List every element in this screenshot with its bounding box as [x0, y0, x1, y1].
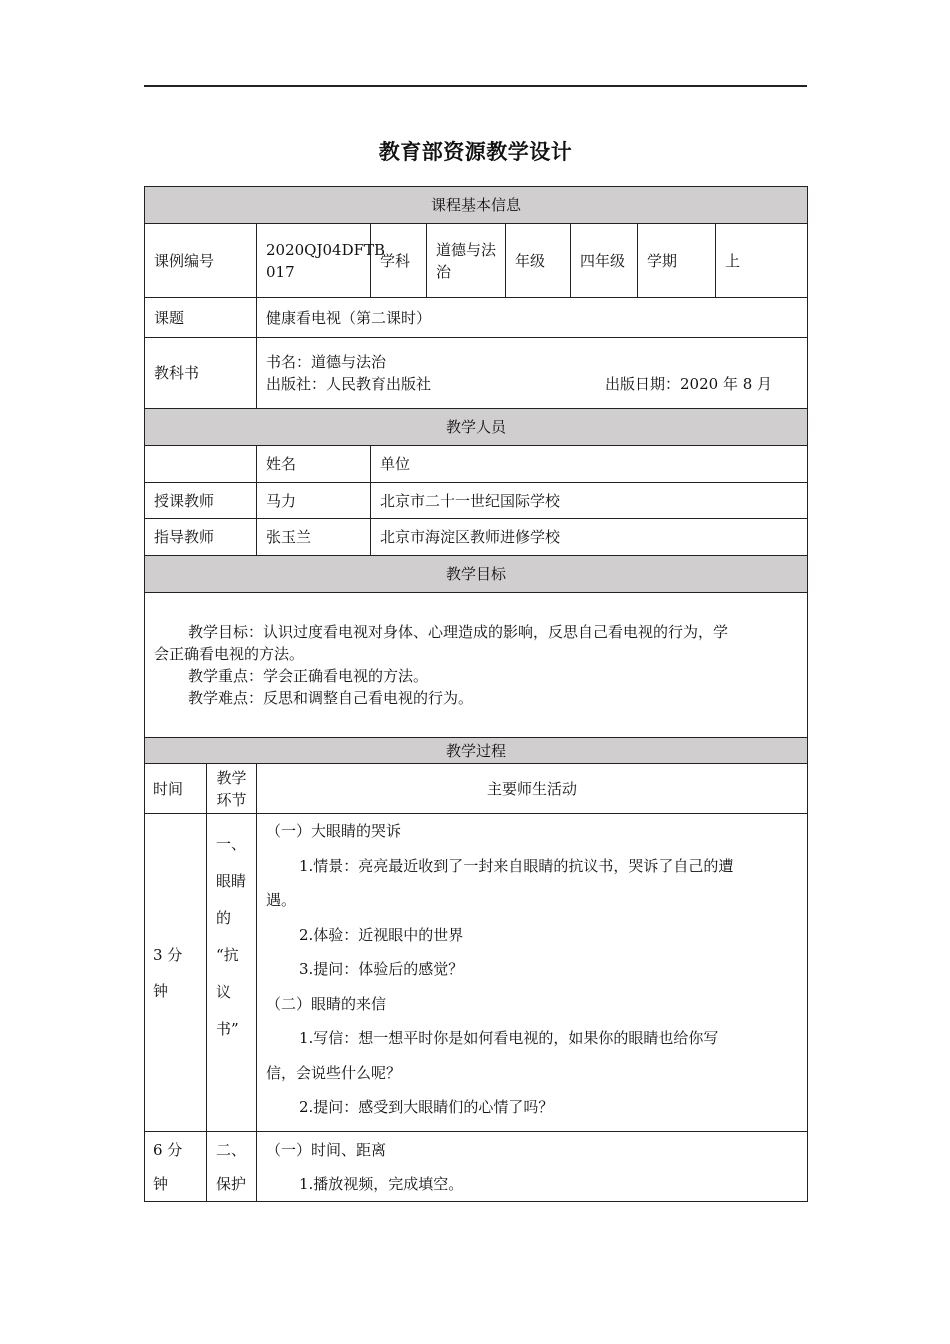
focus-text: 教学重点：学会正确看电视的方法。 — [188, 667, 429, 685]
term-label: 学期 — [638, 224, 716, 298]
activity-line: 1.情景：亮亮最近收到了一封来自眼睛的抗议书，哭诉了自己的遭 — [299, 856, 734, 875]
textbook-label: 教科书 — [145, 338, 257, 409]
sec2-activities — [257, 1132, 808, 1202]
goal-text: 教学目标：认识过度看电视对身体、心理造成的影响，反思自己看电视的行为，学 — [188, 623, 729, 641]
col-stage: 教学 环节 — [216, 768, 247, 809]
col-time: 时间 — [144, 764, 207, 814]
sec1-time: 3 分 钟 — [144, 814, 207, 1132]
col-activity: 主要师生活动 — [257, 764, 808, 814]
activity-line: （二）眼睛的来信 — [266, 994, 387, 1013]
topic-value: 健康看电视（第二课时） — [257, 298, 808, 338]
staff-name: 张玉兰 — [257, 519, 371, 556]
sec1-stage: 一、 眼睛 的 “抗 议 书” — [216, 834, 247, 1038]
lesson-design-table — [144, 186, 808, 1202]
staff-unit: 北京市二十一世纪国际学校 — [371, 483, 808, 519]
publish-date: 出版日期：2020 年 8 月 — [605, 375, 773, 393]
code-label: 课例编号 — [145, 224, 257, 298]
difficulty-text: 教学难点：反思和调整自己看电视的行为。 — [188, 689, 474, 707]
section-header-goals: 教学目标 — [145, 556, 808, 593]
activity-line: 2.提问：感受到大眼睛们的心情了吗？ — [299, 1098, 554, 1116]
activity-line: 遇。 — [266, 891, 297, 909]
staff-empty-cell — [145, 446, 257, 483]
goals-content — [145, 593, 808, 738]
activity-line: （一）大眼睛的哭诉 — [266, 822, 402, 840]
staff-name: 马力 — [257, 483, 371, 519]
staff-role: 指导教师 — [145, 519, 257, 556]
subject-label: 学科 — [371, 224, 427, 298]
activity-line: 3.提问：体验后的感觉？ — [299, 960, 464, 978]
sec2-stage: 二、 保护 — [216, 1140, 247, 1193]
activity-line: 1.写信：想一想平时你是如何看电视的，如果你的眼睛也给你写 — [299, 1029, 719, 1047]
activity-line: 1.播放视频，完成填空。 — [299, 1174, 464, 1193]
subject-value: 道德与法 治 — [427, 224, 506, 298]
section-header-basic: 课程基本信息 — [145, 187, 808, 224]
grade-value: 四年级 — [571, 224, 638, 298]
activity-line: 2.体验：近视眼中的世界 — [299, 925, 464, 944]
sec2-time: 6 分 钟 — [144, 1132, 207, 1202]
goal-text-cont: 会正确看电视的方法。 — [154, 645, 305, 663]
book-name: 书名：道德与法治 — [266, 353, 387, 371]
topic-label: 课题 — [145, 298, 257, 338]
grade-label: 年级 — [506, 224, 571, 298]
process-header-cells — [145, 764, 257, 814]
section-header-staff: 教学人员 — [145, 409, 808, 446]
staff-unit: 北京市海淀区教师进修学校 — [371, 519, 808, 556]
activity-line: （一）时间、距离 — [266, 1140, 387, 1159]
textbook-info — [257, 338, 808, 409]
publisher: 出版社：人民教育出版社 — [266, 375, 432, 393]
activity-line: 信，会说些什么呢？ — [266, 1063, 402, 1082]
section-header-process: 教学过程 — [145, 738, 808, 764]
header-rule — [144, 85, 807, 87]
staff-col-name: 姓名 — [257, 446, 371, 483]
sec1-time-stage — [145, 814, 257, 1132]
sec1-activities — [257, 814, 808, 1132]
code-value: 2020QJ04DFTB 017 — [257, 224, 371, 298]
sec2-time-stage — [145, 1132, 257, 1202]
page-title: 教育部资源教学设计 — [378, 140, 573, 164]
term-value: 上 — [716, 224, 808, 298]
staff-col-unit: 单位 — [371, 446, 808, 483]
staff-role: 授课教师 — [145, 483, 257, 519]
